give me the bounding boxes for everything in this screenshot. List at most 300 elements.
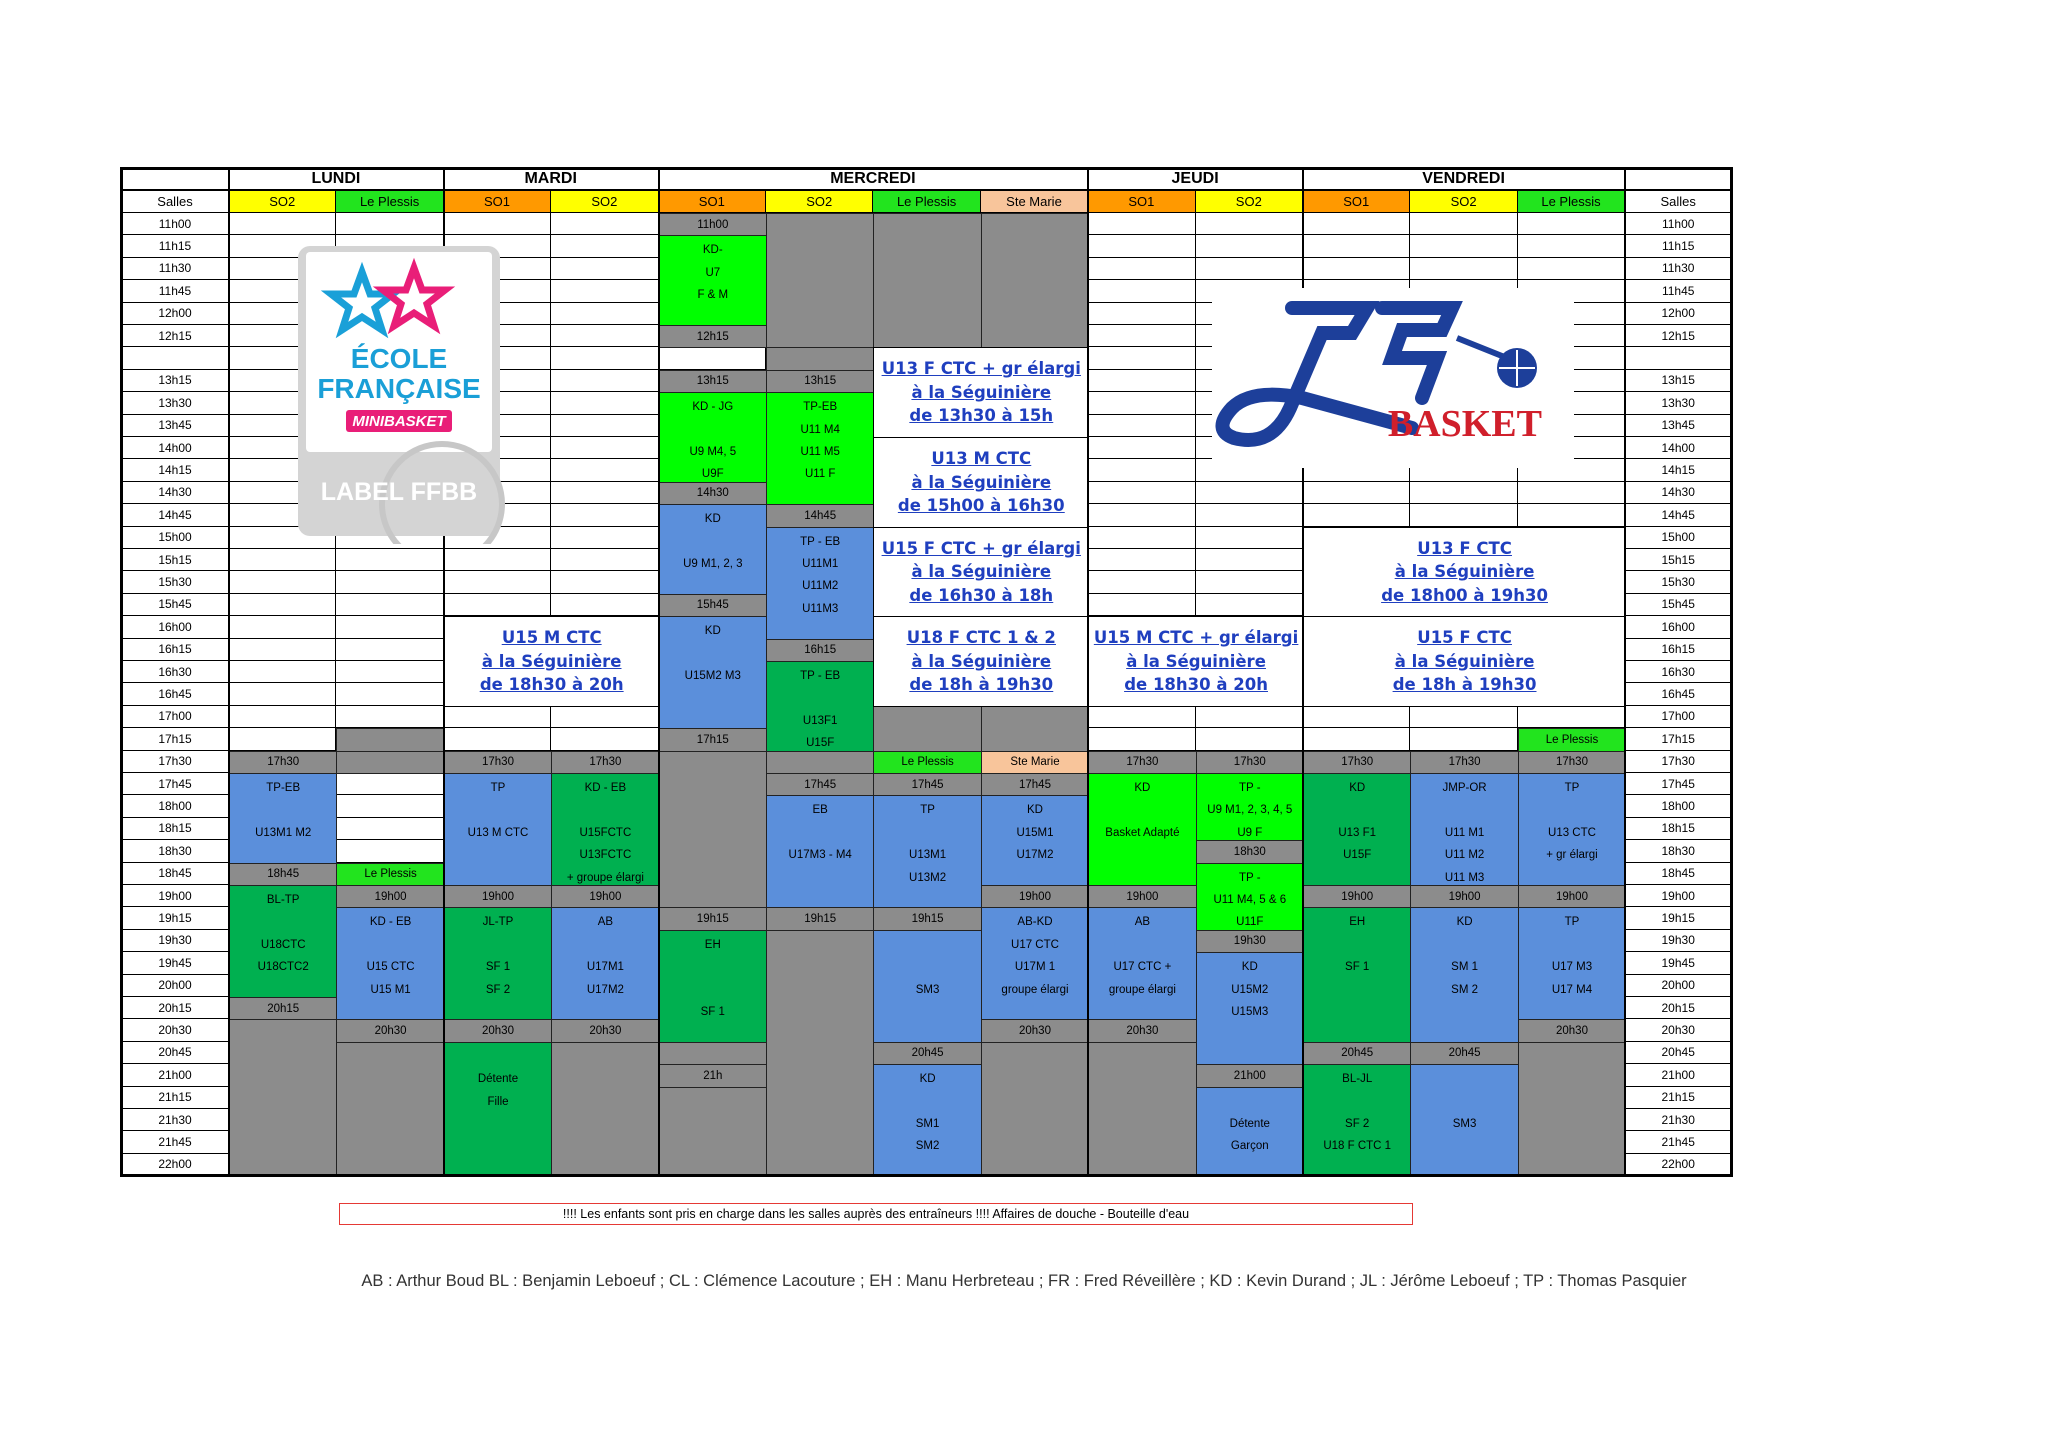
ctc-text: de 18h à 19h30 bbox=[1392, 675, 1537, 695]
slot-cell bbox=[1088, 459, 1195, 481]
time-label: 11h15 bbox=[122, 235, 229, 257]
session-block[interactable] bbox=[659, 1064, 767, 1087]
session-block[interactable] bbox=[981, 907, 1089, 1020]
slot-cell bbox=[1303, 504, 1410, 526]
day-header-mardi: MARDI bbox=[444, 169, 659, 191]
session-block[interactable] bbox=[766, 370, 874, 393]
session-text: SF 1 bbox=[700, 1006, 725, 1019]
session-block[interactable] bbox=[659, 392, 767, 483]
ctc-session-box[interactable] bbox=[873, 616, 1089, 707]
time-label: 16h00 bbox=[1625, 616, 1732, 638]
session-text: U18 F CTC 1 bbox=[1323, 1140, 1392, 1153]
slot-cell bbox=[1303, 258, 1410, 280]
session-text: EB bbox=[812, 804, 828, 817]
session-block[interactable] bbox=[873, 1064, 981, 1177]
session-block[interactable] bbox=[1518, 773, 1626, 886]
session-text: 17h30 bbox=[1341, 756, 1374, 769]
session-text: 20h45 bbox=[1448, 1047, 1481, 1060]
slot-cell bbox=[1303, 728, 1410, 750]
session-text: 20h30 bbox=[1126, 1024, 1159, 1037]
session-block[interactable] bbox=[659, 213, 767, 236]
time-label: 21h15 bbox=[122, 1087, 229, 1109]
session-text: 20h30 bbox=[374, 1024, 407, 1037]
session-block[interactable] bbox=[766, 504, 874, 527]
session-block[interactable] bbox=[981, 773, 1089, 796]
slot-cell bbox=[1518, 258, 1625, 280]
session-block[interactable] bbox=[766, 527, 874, 640]
time-label: 11h45 bbox=[1625, 280, 1732, 302]
session-text: Détente bbox=[1229, 1118, 1270, 1130]
session-text: 19h00 bbox=[1556, 890, 1588, 903]
slot-cell bbox=[444, 594, 551, 616]
session-text: 13h15 bbox=[804, 375, 837, 388]
session-block[interactable] bbox=[229, 751, 337, 774]
session-block[interactable] bbox=[1410, 773, 1518, 886]
session-text: U11M1 bbox=[802, 558, 839, 570]
slot-cell bbox=[1196, 213, 1303, 235]
ctc-session-box[interactable] bbox=[1088, 616, 1304, 707]
session-text bbox=[926, 956, 929, 978]
session-text: U17M2 bbox=[586, 983, 624, 996]
unavailable-block bbox=[766, 213, 874, 348]
room-header-so2: SO2 bbox=[1196, 191, 1303, 213]
session-text: 18h30 bbox=[1233, 845, 1266, 858]
session-block[interactable] bbox=[336, 863, 444, 886]
session-text: 19h15 bbox=[911, 912, 944, 925]
session-block[interactable] bbox=[1303, 1042, 1411, 1065]
session-block[interactable] bbox=[873, 751, 981, 774]
session-text bbox=[926, 1091, 929, 1113]
session-text: U17M 1 bbox=[1014, 961, 1056, 974]
session-block[interactable] bbox=[659, 594, 767, 617]
time-label bbox=[1625, 347, 1732, 369]
session-block[interactable] bbox=[1410, 751, 1518, 774]
ctc-session-box[interactable] bbox=[1303, 527, 1626, 618]
unavailable-block bbox=[1088, 1042, 1196, 1177]
slot-cell bbox=[1303, 213, 1410, 235]
session-text: U11 M3 bbox=[1444, 871, 1485, 884]
session-text: JMP-OR bbox=[1442, 782, 1487, 794]
time-label: 21h30 bbox=[122, 1109, 229, 1131]
session-text bbox=[1463, 1068, 1466, 1090]
session-text: JL-TP bbox=[482, 916, 514, 929]
room-header-so1: SO1 bbox=[1088, 191, 1195, 213]
session-block[interactable] bbox=[659, 728, 767, 751]
time-label: 20h45 bbox=[1625, 1042, 1732, 1064]
unavailable-block bbox=[659, 751, 767, 909]
slot-cell bbox=[229, 706, 336, 728]
session-text: SM 1 bbox=[1451, 961, 1478, 974]
time-label: 19h15 bbox=[1625, 907, 1732, 929]
session-text: U11M3 bbox=[802, 602, 839, 615]
session-block[interactable] bbox=[1518, 728, 1626, 751]
session-text bbox=[1570, 934, 1573, 956]
time-label: 13h45 bbox=[122, 415, 229, 437]
slot-cell bbox=[1518, 504, 1625, 526]
session-text: 17h30 bbox=[1233, 756, 1266, 769]
session-block[interactable] bbox=[981, 1019, 1089, 1042]
session-block[interactable] bbox=[1303, 907, 1411, 1042]
session-text: SM2 bbox=[915, 1140, 940, 1153]
session-text: 20h30 bbox=[1019, 1024, 1051, 1037]
slot-cell bbox=[1196, 728, 1303, 750]
slot-cell bbox=[1303, 482, 1410, 504]
time-label: 15h15 bbox=[1625, 549, 1732, 571]
slot-cell bbox=[1303, 706, 1410, 728]
session-block[interactable] bbox=[1088, 773, 1196, 886]
session-block[interactable] bbox=[1410, 1042, 1518, 1065]
time-label: 15h00 bbox=[1625, 527, 1732, 549]
slot-cell bbox=[1196, 549, 1303, 571]
session-block[interactable] bbox=[1088, 885, 1196, 908]
ctc-session-box[interactable] bbox=[1303, 616, 1626, 707]
session-text: 11h00 bbox=[697, 218, 729, 231]
session-text: 20h30 bbox=[589, 1024, 622, 1037]
ctc-session-box[interactable] bbox=[873, 347, 1089, 438]
time-label: 19h00 bbox=[122, 885, 229, 907]
session-block[interactable] bbox=[659, 907, 767, 930]
time-label: 16h30 bbox=[122, 661, 229, 683]
session-text: 17h45 bbox=[911, 778, 944, 791]
session-text bbox=[926, 934, 929, 956]
time-label: 15h30 bbox=[1625, 571, 1732, 593]
time-label: 15h45 bbox=[122, 594, 229, 616]
time-label: 16h30 bbox=[1625, 661, 1732, 683]
slot-cell bbox=[551, 594, 658, 616]
ctc-text: U15 F CTC + gr élargi bbox=[881, 538, 1081, 558]
session-block[interactable] bbox=[551, 751, 659, 774]
session-block[interactable] bbox=[444, 773, 552, 886]
session-block[interactable] bbox=[659, 504, 767, 595]
time-label: 20h15 bbox=[1625, 997, 1732, 1019]
session-block[interactable] bbox=[551, 1019, 659, 1042]
slot-cell bbox=[336, 661, 443, 683]
session-block[interactable] bbox=[1196, 773, 1304, 841]
unavailable-block bbox=[873, 706, 981, 752]
room-header-le-plessis: Le Plessis bbox=[336, 191, 443, 213]
session-block[interactable] bbox=[981, 885, 1089, 908]
session-block[interactable] bbox=[229, 885, 337, 998]
slot-cell bbox=[1088, 370, 1195, 392]
unavailable-block bbox=[229, 1019, 337, 1177]
time-label: 18h30 bbox=[122, 840, 229, 862]
session-block[interactable] bbox=[873, 930, 981, 1043]
session-text: TP - EB bbox=[800, 535, 841, 548]
session-block[interactable] bbox=[766, 639, 874, 662]
session-block[interactable] bbox=[766, 795, 874, 908]
unavailable-block bbox=[336, 728, 444, 751]
session-text: 17h15 bbox=[696, 733, 729, 746]
session-text: KD bbox=[704, 625, 721, 638]
session-text: SM3 bbox=[1452, 1118, 1477, 1130]
session-block[interactable] bbox=[336, 1019, 444, 1042]
session-block[interactable] bbox=[229, 997, 337, 1020]
session-text: U15M2 bbox=[1231, 983, 1269, 996]
session-block[interactable] bbox=[229, 863, 337, 886]
session-block[interactable] bbox=[551, 773, 659, 886]
session-text: TP bbox=[1564, 782, 1580, 794]
session-text bbox=[604, 934, 607, 956]
time-label: 16h45 bbox=[1625, 683, 1732, 705]
session-block[interactable] bbox=[1196, 863, 1304, 931]
session-text: Le Plessis bbox=[364, 868, 417, 881]
ctc-session-box[interactable] bbox=[444, 616, 660, 707]
session-block[interactable] bbox=[444, 751, 552, 774]
session-text bbox=[819, 687, 822, 709]
session-text: 19h30 bbox=[1233, 935, 1266, 948]
session-block[interactable] bbox=[1196, 840, 1304, 863]
session-text: U9 F bbox=[1237, 826, 1263, 839]
session-text bbox=[389, 934, 392, 956]
slot-cell bbox=[444, 213, 551, 235]
slot-cell bbox=[229, 594, 336, 616]
session-text bbox=[1463, 934, 1466, 956]
session-text bbox=[711, 643, 714, 665]
session-block[interactable] bbox=[1088, 907, 1196, 1020]
session-block[interactable] bbox=[659, 235, 767, 326]
session-text: KD- bbox=[702, 244, 723, 257]
slot-cell bbox=[229, 213, 336, 235]
slot-cell bbox=[229, 571, 336, 593]
slot-cell bbox=[1088, 258, 1195, 280]
session-text: TP - EB bbox=[800, 670, 841, 682]
day-separator bbox=[228, 169, 230, 1176]
session-text: KD - JG bbox=[692, 401, 734, 414]
time-label: 11h45 bbox=[122, 280, 229, 302]
slot-cell bbox=[1518, 482, 1625, 504]
slot-cell bbox=[336, 818, 443, 840]
session-block[interactable] bbox=[229, 773, 337, 864]
session-block[interactable] bbox=[336, 885, 444, 908]
slot-cell bbox=[551, 370, 658, 392]
svg-text:LABEL FFBB: LABEL FFBB bbox=[320, 478, 478, 506]
unavailable-block bbox=[336, 1042, 444, 1177]
session-block[interactable] bbox=[1303, 885, 1411, 908]
slot-cell bbox=[1518, 213, 1625, 235]
session-block[interactable] bbox=[336, 907, 444, 1020]
session-text: U11 M2 bbox=[1444, 849, 1485, 862]
slot-cell bbox=[336, 795, 443, 817]
session-text: SM1 bbox=[915, 1118, 940, 1130]
session-text: U15M3 bbox=[1231, 1006, 1269, 1018]
session-text bbox=[1356, 799, 1359, 821]
time-label: 11h00 bbox=[1625, 213, 1732, 235]
session-block[interactable] bbox=[659, 325, 767, 348]
time-label: 12h15 bbox=[1625, 325, 1732, 347]
session-block[interactable] bbox=[1088, 1019, 1196, 1042]
session-text bbox=[711, 979, 714, 1001]
session-text: U17M1 bbox=[586, 961, 624, 974]
time-label: 14h45 bbox=[122, 504, 229, 526]
slot-cell bbox=[1196, 258, 1303, 280]
time-label: 14h00 bbox=[122, 437, 229, 459]
session-text bbox=[282, 799, 285, 821]
session-block[interactable] bbox=[766, 907, 874, 930]
session-block[interactable] bbox=[1410, 1064, 1518, 1177]
session-block[interactable] bbox=[1303, 751, 1411, 774]
time-label: 12h00 bbox=[1625, 303, 1732, 325]
session-block[interactable] bbox=[873, 1042, 981, 1065]
session-text: 16h15 bbox=[804, 644, 837, 657]
session-block[interactable] bbox=[1196, 1087, 1304, 1178]
session-text bbox=[711, 956, 714, 978]
session-text: Garçon bbox=[1230, 1140, 1269, 1153]
session-text bbox=[819, 822, 822, 844]
session-text: 19h00 bbox=[374, 890, 407, 903]
slot-cell bbox=[1088, 437, 1195, 459]
session-text bbox=[1248, 1091, 1251, 1113]
ctc-text: à la Séguinière bbox=[911, 651, 1052, 671]
session-block[interactable] bbox=[1196, 930, 1304, 953]
ctc-text: U13 M CTC bbox=[931, 449, 1032, 469]
session-block[interactable] bbox=[551, 885, 659, 908]
session-text bbox=[1141, 934, 1144, 956]
session-text: Le Plessis bbox=[1545, 733, 1599, 746]
session-block[interactable] bbox=[766, 661, 874, 752]
session-block[interactable] bbox=[444, 907, 552, 1020]
session-text: U15FCTC bbox=[579, 826, 632, 839]
slot-cell bbox=[336, 639, 443, 661]
session-text: 17h30 bbox=[1126, 756, 1159, 769]
session-text: groupe élargi bbox=[1001, 983, 1069, 996]
ctc-text: U15 M CTC + gr élargi bbox=[1093, 628, 1299, 648]
time-label: 11h00 bbox=[122, 213, 229, 235]
slot-cell bbox=[1410, 258, 1517, 280]
slot-cell bbox=[229, 616, 336, 638]
session-block[interactable] bbox=[551, 907, 659, 1020]
session-block[interactable] bbox=[766, 773, 874, 796]
session-text: KD bbox=[1349, 782, 1366, 794]
session-text: U17 M3 bbox=[1551, 961, 1593, 974]
session-text: 17h30 bbox=[267, 756, 300, 769]
ctc-text: de 18h00 à 19h30 bbox=[1381, 585, 1548, 605]
ctc-text: U15 M CTC bbox=[501, 628, 602, 648]
session-block[interactable] bbox=[1518, 1019, 1626, 1042]
slot-cell bbox=[551, 549, 658, 571]
session-block[interactable] bbox=[766, 392, 874, 505]
session-text: SM 2 bbox=[1451, 983, 1478, 996]
session-text: U13 F1 bbox=[1338, 826, 1377, 839]
session-block[interactable] bbox=[1410, 907, 1518, 1042]
session-text: KD bbox=[1456, 916, 1473, 929]
session-block[interactable] bbox=[873, 795, 981, 908]
session-text: TP - bbox=[1239, 871, 1261, 884]
salles-label: Salles bbox=[1625, 191, 1732, 213]
time-label: 18h45 bbox=[122, 863, 229, 885]
session-block[interactable] bbox=[1410, 885, 1518, 908]
session-block[interactable] bbox=[1303, 1064, 1411, 1177]
session-text: U15M1 bbox=[1016, 826, 1054, 839]
ctc-session-box[interactable] bbox=[873, 527, 1089, 618]
slot-cell bbox=[1196, 527, 1303, 549]
session-text: SF 1 bbox=[485, 961, 511, 974]
time-label: 17h15 bbox=[1625, 728, 1732, 750]
time-label: 17h15 bbox=[122, 728, 229, 750]
slot-cell bbox=[1088, 325, 1195, 347]
ctc-text: à la Séguinière bbox=[1126, 651, 1266, 671]
slot-cell bbox=[1088, 527, 1195, 549]
session-text: + gr élargi bbox=[1546, 849, 1598, 862]
session-text: 14h30 bbox=[696, 487, 729, 500]
session-block[interactable] bbox=[1196, 952, 1304, 1065]
session-text bbox=[282, 911, 285, 933]
time-label: 17h45 bbox=[1625, 773, 1732, 795]
room-header-so1: SO1 bbox=[659, 191, 766, 213]
session-text bbox=[711, 419, 714, 441]
session-block[interactable] bbox=[659, 482, 767, 505]
session-block[interactable] bbox=[1303, 773, 1411, 886]
session-block[interactable] bbox=[873, 773, 981, 796]
ctc-text: à la Séguinière bbox=[911, 562, 1052, 582]
time-label: 19h30 bbox=[122, 930, 229, 952]
slot-cell bbox=[1196, 504, 1303, 526]
session-text: SF 2 bbox=[1345, 1118, 1370, 1130]
session-block[interactable] bbox=[1518, 751, 1626, 774]
svg-text:MINIBASKET: MINIBASKET bbox=[352, 413, 446, 430]
time-label: 13h45 bbox=[1625, 415, 1732, 437]
time-label: 16h15 bbox=[122, 639, 229, 661]
session-block[interactable] bbox=[1518, 885, 1626, 908]
slot-cell bbox=[336, 706, 443, 728]
slot-cell bbox=[1196, 571, 1303, 593]
unavailable-block bbox=[551, 1042, 659, 1177]
salles-label: Salles bbox=[122, 191, 229, 213]
session-block[interactable] bbox=[873, 907, 981, 930]
slot-cell bbox=[1303, 235, 1410, 257]
session-block[interactable] bbox=[1196, 751, 1304, 774]
ctc-text: à la Séguinière bbox=[1394, 562, 1535, 582]
ctc-session-box[interactable] bbox=[873, 437, 1089, 528]
session-block[interactable] bbox=[444, 885, 552, 908]
session-text: U9 M1, 2, 3, 4, 5 bbox=[1207, 804, 1293, 817]
session-text: 19h00 bbox=[589, 890, 622, 903]
slot-cell bbox=[336, 213, 443, 235]
time-label: 14h45 bbox=[1625, 504, 1732, 526]
time-label: 19h15 bbox=[122, 907, 229, 929]
session-block[interactable] bbox=[659, 370, 767, 393]
time-label: 13h30 bbox=[122, 392, 229, 414]
slot-cell bbox=[551, 504, 658, 526]
slot-cell bbox=[1518, 706, 1625, 728]
session-block[interactable] bbox=[444, 1042, 552, 1177]
time-label: 21h00 bbox=[122, 1064, 229, 1086]
slot-cell bbox=[1410, 706, 1517, 728]
session-block[interactable] bbox=[981, 795, 1089, 886]
session-block[interactable] bbox=[659, 930, 767, 1043]
slot-cell bbox=[444, 728, 551, 750]
time-label: 18h30 bbox=[1625, 840, 1732, 862]
session-text: 20h30 bbox=[482, 1024, 514, 1037]
session-block[interactable] bbox=[981, 751, 1089, 774]
slot-cell bbox=[229, 639, 336, 661]
time-label bbox=[122, 347, 229, 369]
session-text: 19h15 bbox=[804, 912, 837, 925]
jf-basket-logo bbox=[1212, 288, 1574, 468]
session-block[interactable] bbox=[1088, 751, 1196, 774]
session-block[interactable] bbox=[1196, 1064, 1304, 1087]
unavailable-block bbox=[873, 213, 981, 348]
slot-cell bbox=[551, 235, 658, 257]
session-text: U11 M4, 5 & 6 bbox=[1213, 894, 1287, 906]
session-block[interactable] bbox=[659, 616, 767, 729]
room-header-le-plessis: Le Plessis bbox=[1518, 191, 1625, 213]
session-block[interactable] bbox=[444, 1019, 552, 1042]
session-text: U11M2 bbox=[802, 580, 839, 593]
session-block[interactable] bbox=[1518, 907, 1626, 1020]
session-text: 15h45 bbox=[696, 599, 729, 612]
slot-cell bbox=[1410, 504, 1517, 526]
time-label: 20h30 bbox=[1625, 1019, 1732, 1041]
